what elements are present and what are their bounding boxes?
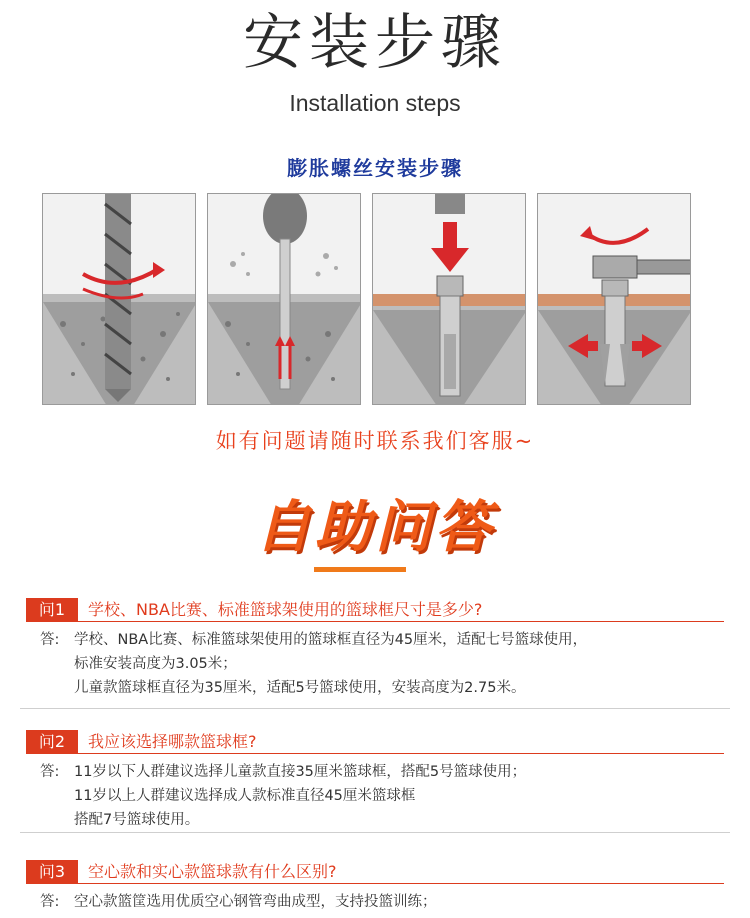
faq-question-3 bbox=[26, 860, 724, 884]
question-text: 空心款和实心款篮球款有什么区别? bbox=[88, 862, 337, 881]
question-text: 我应该选择哪款篮球框? bbox=[88, 732, 257, 751]
answer-label: 答: bbox=[40, 764, 60, 780]
step-blow-panel bbox=[207, 193, 361, 405]
answer-label: 答: bbox=[40, 894, 60, 910]
faq-title-underline bbox=[314, 567, 406, 572]
question-badge: 问3 bbox=[26, 860, 78, 884]
page-subtitle: Installation steps bbox=[289, 90, 461, 116]
answer-line: 11岁以下人群建议选择儿童款直接35厘米篮球框，搭配5号篮球使用； bbox=[74, 764, 527, 780]
contact-service-note: 如有问题请随时联系我们客服~ bbox=[215, 429, 535, 453]
answer-line: 11岁以上人群建议选择成人款标准直径45厘米篮球框 bbox=[74, 788, 416, 804]
answer-line: 学校、NBA比赛、标准篮球架使用的篮球框直径为45厘米，适配七号篮球使用， bbox=[74, 632, 588, 648]
question-divider bbox=[26, 883, 724, 884]
step-tighten-panel bbox=[537, 193, 691, 405]
answer-label: 答: bbox=[40, 632, 60, 648]
question-text: 学校、NBA比赛、标准篮球架使用的篮球框尺寸是多少? bbox=[88, 600, 483, 619]
question-divider bbox=[26, 621, 724, 622]
section-separator bbox=[20, 832, 730, 833]
faq-question-2 bbox=[26, 730, 724, 754]
section-separator bbox=[20, 708, 730, 709]
question-badge: 问1 bbox=[26, 598, 78, 622]
answer-line: 儿童款篮球框直径为35厘米，适配5号篮球使用，安装高度为2.75米。 bbox=[74, 680, 526, 696]
answer-line: 标准安装高度为3.05米； bbox=[74, 656, 237, 672]
faq-question-1 bbox=[26, 598, 724, 622]
answer-line: 搭配7号篮球使用。 bbox=[74, 812, 200, 828]
page-title: 安装步骤 bbox=[243, 8, 507, 78]
installation-steps-illustration bbox=[42, 193, 694, 408]
step-insert-panel bbox=[372, 193, 526, 405]
answer-line: 空心款篮筐选用优质空心钢管弯曲成型，支持投篮训练； bbox=[74, 894, 437, 910]
steps-heading: 膨胀螺丝安装步骤 bbox=[287, 156, 463, 180]
question-badge: 问2 bbox=[26, 730, 78, 754]
faq-answer-3 bbox=[40, 890, 730, 914]
faq-title: 自助问答 bbox=[255, 495, 495, 560]
question-divider bbox=[26, 753, 724, 754]
faq-answer-2 bbox=[40, 760, 730, 832]
faq-answer-1 bbox=[40, 628, 730, 700]
step-drill-panel bbox=[42, 193, 196, 405]
